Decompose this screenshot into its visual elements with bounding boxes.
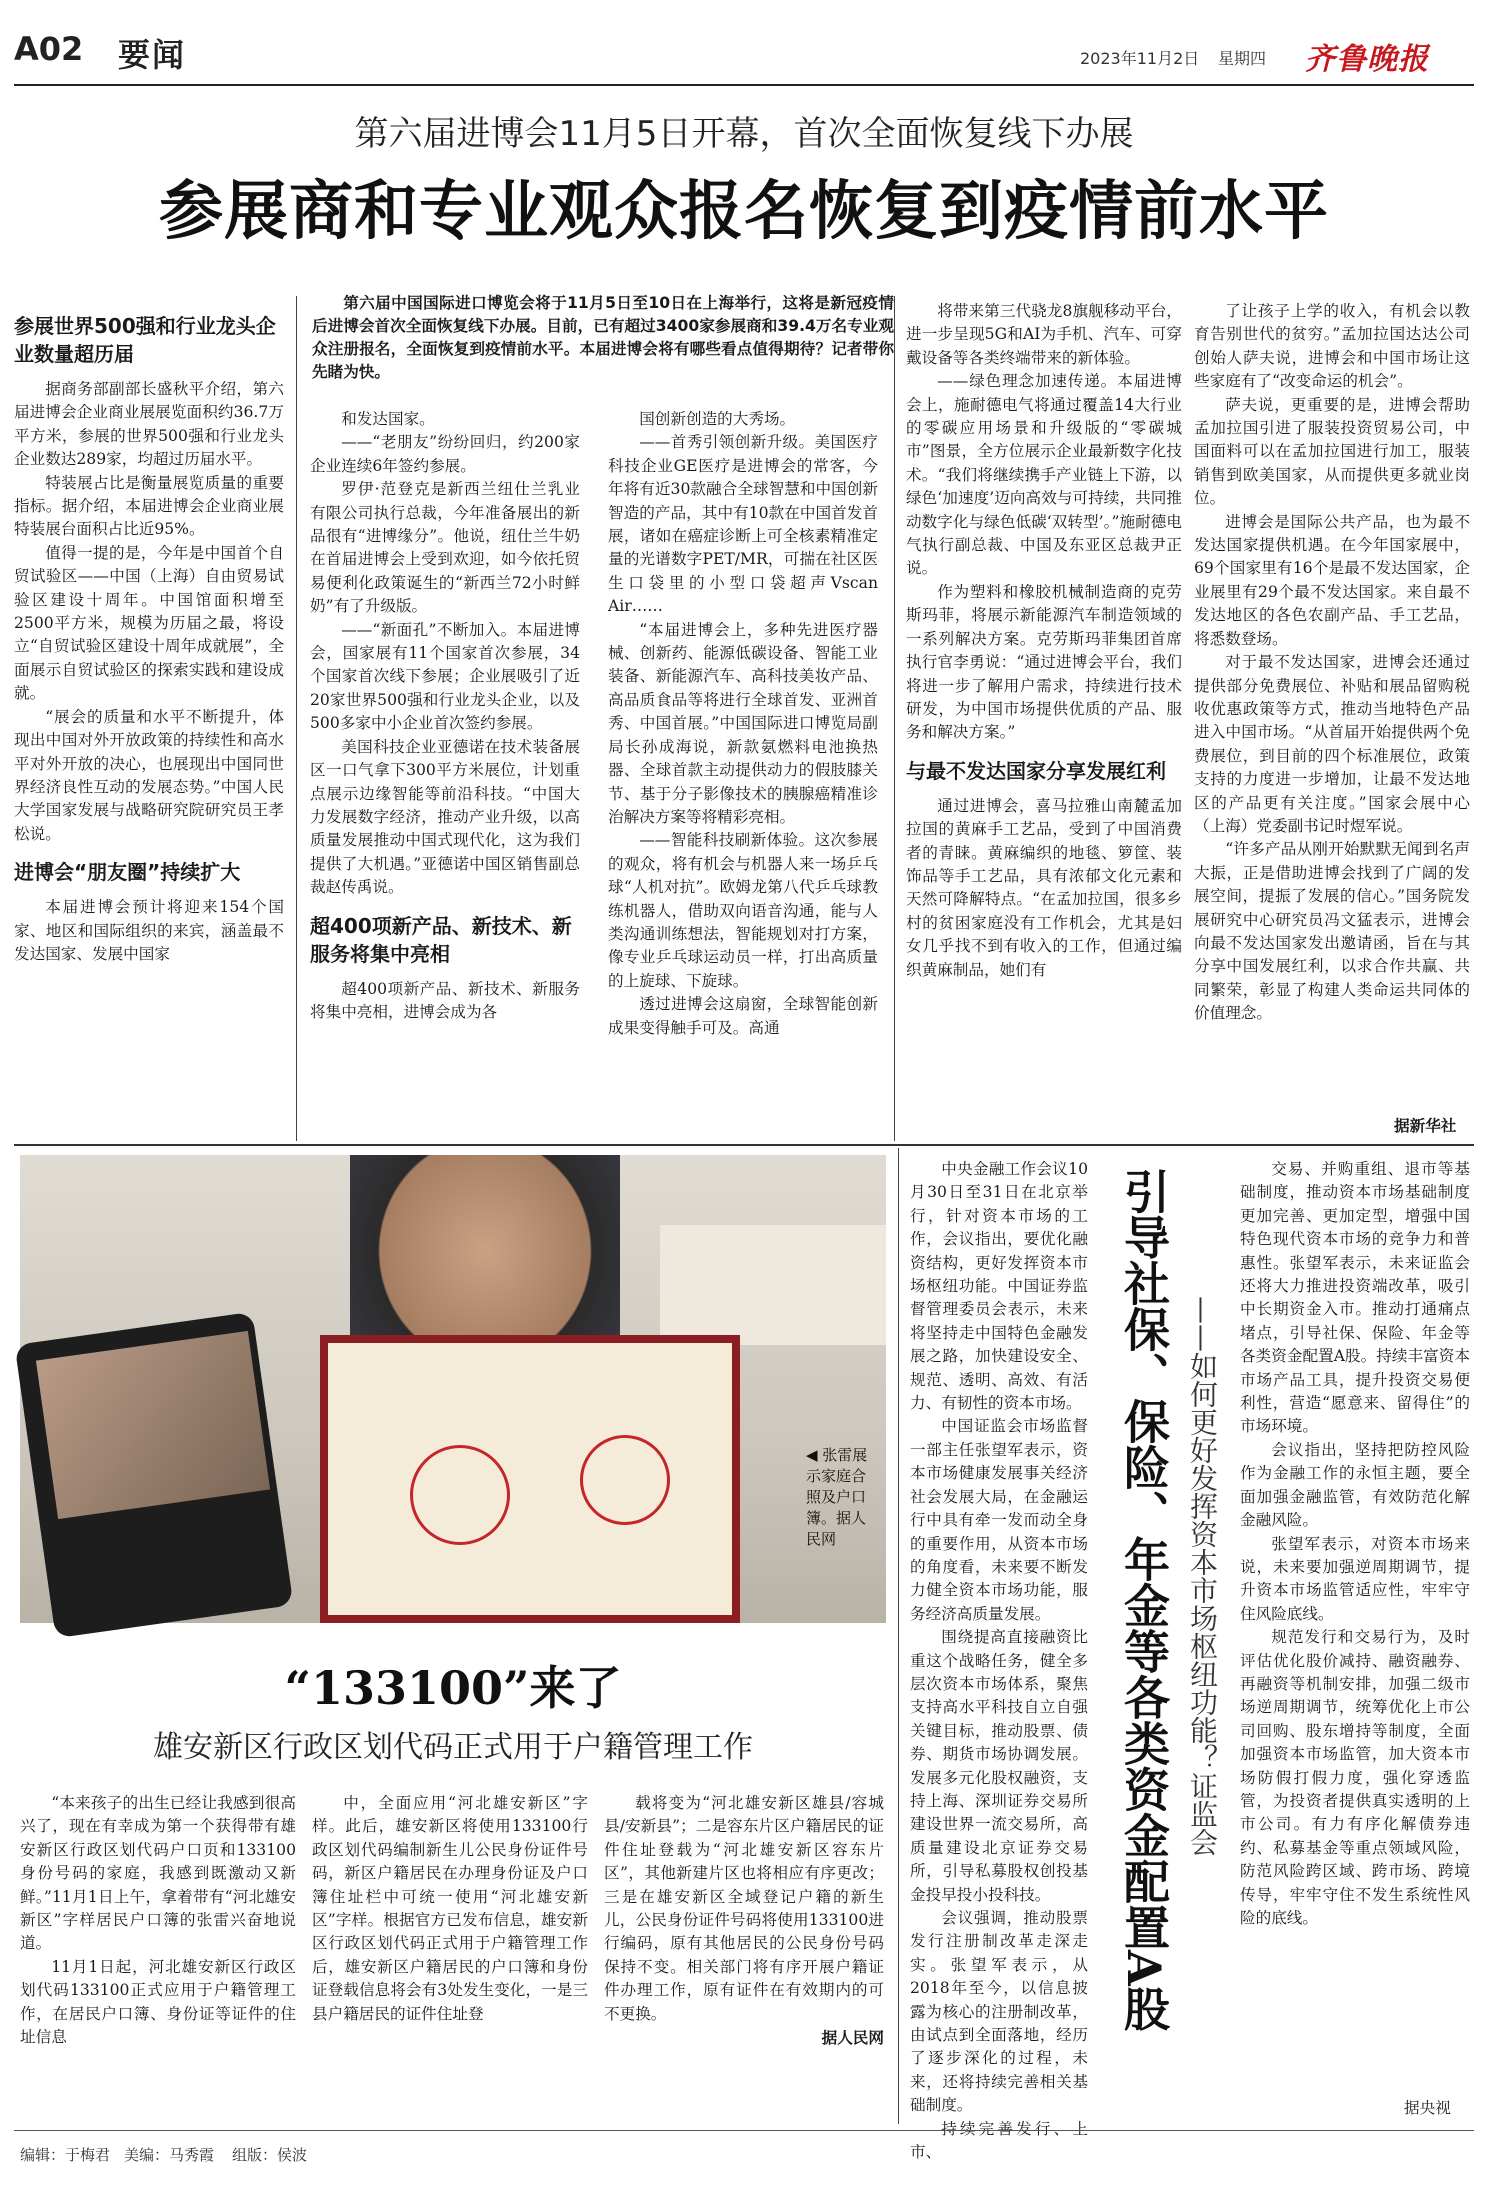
hukou-book [320, 1335, 740, 1623]
paragraph: 透过进博会这扇窗，全球智能创新成果变得触手可及。高通 [608, 995, 878, 1037]
column-divider [296, 296, 297, 1141]
section-rule [14, 1144, 1474, 1146]
lead-source: 据新华社 [1394, 1117, 1457, 1135]
paragraph: 美国科技企业亚德诺在技术装备展区一口气拿下300平方米展位，计划重点展示边缘智能等前沿科技。“中国大力发展数字经济，推动产业升级，以高质量发展推动中国式现代化，这为我们提供了大机遇。”亚德诺中国区销售副总裁赵传禹说。 [310, 737, 580, 897]
masthead-rule [14, 84, 1474, 86]
issue-date: 2023年11月2日 [1080, 49, 1200, 68]
phone-screen-photo [36, 1331, 270, 1519]
column-divider [898, 1148, 899, 2124]
subheading: 进博会“朋友圈”持续扩大 [14, 860, 241, 885]
paragraph: ——首秀引领创新升级。美国医疗科技企业GE医疗是进博会的常客，今年将有近30款融合全球智慧和中国创新智造的产品，其中有10款在中国首发首展，诸如在癌症诊断上可全核素精准定量的光谱数字PET/MR，可揣在社区医生口袋里的小型口袋超声Vscan Air…… [608, 433, 878, 616]
story2-column-2 [312, 1792, 588, 2120]
section-name: 要闻 [118, 36, 187, 74]
paragraph: “本届进博会上，多种先进医疗器械、创新药、能源低碳设备、智能工业装备、新能源汽车、高科技美妆产品、高品质食品等将进行全球首发、亚洲首秀、中国首展。”中国国际进口博览局副局长孙成海说，新款氨燃料电池换热器、全球首款主动提供动力的假肢膝关节、基于分子影像技术的胰腺癌精准诊治解决方案等将精彩亮相。 [608, 620, 878, 826]
paragraph: 张望军表示，对资本市场来说，未来要加强逆周期调节，提升资本市场监管适应性，牢牢守住风险底线。 [1240, 1534, 1470, 1623]
hukou-seal [410, 1445, 510, 1545]
footer-designer: 美编：马秀霞 [124, 2146, 215, 2164]
lead-headline: 参展商和专业观众报名恢复到疫情前水平 [159, 174, 1329, 249]
story2-column-1 [20, 1792, 296, 2120]
lead-column-1 [14, 300, 284, 1140]
paragraph: 载将变为“河北雄安新区雄县/容城县/安新县”；二是容东片区户籍居民的证件住址登载为“河北雄安新区容东片区”，其他新建片区也将相应有序更改；三是在雄安新区全域登记户籍的新生儿，公民身份证件号码将使用133100进行编码，原有其他居民的公民身份号码保持不变。相关部门将有序开展户籍证件办理工作，原有证件在有效期内的可不更换。 [604, 1794, 884, 2023]
paragraph: 超400项新产品、新技术、新服务将集中亮相，进博会成为各 [310, 979, 580, 1021]
paragraph: 国创新创造的大秀场。 [639, 410, 796, 428]
lead-intro: 第六届中国国际进口博览会将于11月5日至10日在上海举行，这将是新冠疫情后进博会首次全面恢复线下办展。目前，已有超过3400家参展商和39.4万名专业观众注册报名，全面恢复到疫情前水平。本届进博会将有哪些看点值得期待？记者带你先睹为快。 [312, 294, 894, 381]
footer-rule [14, 2130, 1474, 2131]
lead-column-3 [608, 408, 878, 1140]
subheading: 超400项新产品、新技术、新服务将集中亮相 [310, 913, 572, 966]
page-number: A02 [14, 30, 84, 68]
story2-headline: “133100”来了 [284, 1661, 622, 1715]
paragraph: 通过进博会，喜马拉雅山南麓孟加拉国的黄麻手工艺品，受到了中国消费者的青睐。黄麻编织的地毯、箩筐、装饰品等手工艺品，具有浓郁文化元素和天然可降解特点。“在孟加拉国，很多乡村的贫困家庭没有工作机会，尤其是妇女几乎找不到有收入的工作，但通过编织黄麻制品，她们有 [906, 796, 1182, 979]
column-divider [894, 296, 895, 1141]
paragraph: “许多产品从刚开始默默无闻到名声大振，正是借助进博会找到了广阔的发展空间，提振了发展的信心。”国务院发展研究中心研究员冯文猛表示，进博会向最不发达国家发出邀请函，旨在与其分享中国发展红利，以求合作共赢、共同繁荣，彰显了构建人类命运共同体的价值理念。 [1194, 840, 1470, 1023]
paragraph: 值得一提的是，今年是中国首个自贸试验区——中国（上海）自由贸易试验区建设十周年。中国馆面积增至2500平方米，规模为历届之最，将设立“自贸试验区建设十周年成就展”，全面展示自贸试验区的探索实践和建设成就。 [14, 543, 284, 703]
footer-proof: 组版：侯波 [232, 2146, 308, 2164]
paragraph: 据商务部副部长盛秋平介绍，第六届进博会企业商业展展览面积约36.7万平方米，参展的世界500强和行业龙头企业数达289家，均超过历届水平。 [14, 380, 284, 469]
lead-column-2 [310, 408, 580, 1140]
paragraph: 和发达国家。 [341, 410, 435, 428]
story3-column-1 [910, 1158, 1088, 2162]
source-credit: 据人民网 [821, 2028, 884, 2048]
paragraph: 作为塑料和橡胶机械制造商的克劳斯玛菲，将展示新能源汽车制造领域的一系列解决方案。克劳斯玛菲集团首席执行官李勇说：“通过进博会平台，我们将进一步了解用户需求，持续进行技术研发，为中国市场提供优质的产品、服务和解决方案。” [906, 582, 1182, 742]
story2-subhead: 雄安新区行政区划代码正式用于户籍管理工作 [153, 1730, 753, 1765]
paragraph: 罗伊·范登克是新西兰纽仕兰乳业有限公司执行总裁，今年准备展出的新品很有“进博缘分”。他说，纽仕兰牛奶在首届进博会上受到欢迎，如今依托贸易便利化政策诞生的“新西兰72小时鲜奶”有了升级版。 [310, 480, 580, 616]
paragraph: 萨夫说，更重要的是，进博会帮助孟加拉国引进了服装投资贸易公司，中国面料可以在孟加拉国进行加工，服装销售到欧美国家，从而提供更多就业岗位。 [1194, 395, 1470, 508]
paragraph: 持续完善发行、上市、 [910, 2119, 1088, 2162]
paragraph: ——“新面孔”不断加入。本届进博会，国家展有11个国家首次参展，34个国家首次线下参展；企业展吸引了近20家世界500强和行业龙头企业，以及500多家中小企业首次签约参展。 [310, 620, 580, 733]
story2-column-3 [604, 1792, 884, 2120]
paragraph: 了让孩子上学的收入，有机会以教育告别世代的贫穷。”孟加拉国达达公司创始人萨夫说，进博会和中国市场让这些家庭有了“改变命运的机会”。 [1194, 302, 1470, 391]
paragraph: 中国证监会市场监督一部主任张望军表示，资本市场健康发展事关经济社会发展大局，在金融运行中具有牵一发而动全身的重要作用，从资本市场的角度看，未来要不断发力健全资本市场功能，服务经济高质量发展。 [910, 1417, 1088, 1623]
story3-headline: 引导社保、保险、年金等各类资金配置A股 [1117, 1168, 1171, 2032]
paragraph: 对于最不发达国家，进博会还通过提供部分免费展位、补贴和展品留购税收优惠政策等方式，推动当地特色产品进入中国市场。“从首届开始提供两个免费展位，到目前的四个标准展位，政策支持的力度进一步增加，让最不发达地区的产品更有关注度。”国家会展中心（上海）党委副书记时煜军说。 [1194, 653, 1470, 835]
paragraph: 围绕提高直接融资比重这个战略任务，健全多层次资本市场体系，聚焦支持高水平科技自立自强关键目标，推动股票、债券、期货市场协调发展。发展多元化股权融资，支持上海、深圳证券交易所建设世界一流交易所，高质量建设北京证券交易所，引导私募股权创投基金投早投小投科技。 [910, 1628, 1088, 1904]
story3-column-2 [1240, 1158, 1470, 2084]
story3-source: 据央视 [1404, 2099, 1451, 2117]
paragraph: ——绿色理念加速传递。本届进博会上，施耐德电气将通过覆盖14大行业的零碳应用场景和升级版的“零碳城市”图景，全方位展示企业最新数字化技术。“我们将继续携手产业链上下游，以绿色‘加速度’迈向高效与可持续，共同推动数字化与绿色低碳‘双转型’。”施耐德电气执行副总裁、中国及东亚区总裁尹正说。 [906, 372, 1182, 578]
paragraph: 11月1日起，河北雄安新区行政区划代码133100正式应用于户籍管理工作，在居民户口簿、身份证等证件的住址信息 [20, 1957, 296, 2047]
paragraph: “本来孩子的出生已经让我感到很高兴了，现在有幸成为第一个获得带有雄安新区行政区划代码户口页和133100身份号码的家庭，我感到既激动又新鲜。”11月1日上午，拿着带有“河北雄安新区”字样居民户口簿的张雷兴奋地说道。 [20, 1794, 296, 1953]
paragraph: 进博会是国际公共产品，也为最不发达国家提供机遇。在今年国家展中，69个国家里有16个是最不发达国家，企业展里有29个最不发达国家。来自最不发达地区的各色农副产品、手工艺品，将悉数登场。 [1194, 512, 1470, 648]
issue-weekday: 星期四 [1218, 49, 1267, 68]
paragraph: 将带来第三代骁龙8旗舰移动平台，进一步呈现5G和AI为手机、汽车、可穿戴设备等各类终端带来的新体验。 [906, 302, 1182, 367]
story3-subhead: ——如何更好发挥资本市场枢纽功能？证监会 [1186, 1296, 1219, 1856]
paragraph: 规范发行和交易行为，及时评估优化股价减持、融资融券、再融资等机制安排，加强二级市场逆周期调节，统筹优化上市公司回购、股东增持等制度，全面加强资本市场监管，加大资本市场防假打假力度，强化穿透监管，为投资者提供真实透明的上市公司。有力有序化解债券违约、私募基金等重点领域风险，防范风险跨区域、跨市场、跨境传导，牢牢守住不发生系统性风险的底线。 [1240, 1628, 1470, 1927]
paragraph: 会议强调，推动股票发行注册制改革走深走实。张望军表示，从2018年至今，以信息披露为核心的注册制改革，由试点到全面落地，经历了逐步深化的过程，未来，还将持续完善相关基础制度。 [910, 1909, 1088, 2115]
paragraph: 交易、并购重组、退市等基础制度，推动资本市场基础制度更加完善、更加定型，增强中国特色现代资本市场的竞争力和普惠性。张望军表示，未来证监会还将大力推进投资端改革，吸引中长期资金入市。推动打通痛点堵点，引导社保、保险、年金等各类资金配置A股。持续丰富资本市场产品工具，提升投资交易便利性，营造“愿意来、留得住”的市场环境。 [1240, 1160, 1470, 1436]
paragraph: “展会的质量和水平不断提升，体现出中国对外开放政策的持续性和高水平对外开放的决心，也展现出中国同世界经济良性互动的发展态势。”中国人民大学国家发展与战略研究院研究员王孝松说。 [14, 707, 284, 843]
footer-editor: 编辑：于梅君 [20, 2146, 111, 2164]
subheading: 参展世界500强和行业龙头企业数量超历届 [14, 314, 276, 366]
lead-column-5 [1194, 300, 1470, 1112]
paragraph: 会议指出，坚持把防控风险作为金融工作的永恒主题，要全面加强金融监管，有效防范化解金融风险。 [1240, 1440, 1470, 1530]
paragraph: 中央金融工作会议10月30日至31日在北京举行，针对资本市场的工作，会议指出，要优化融资结构，更好发挥资本市场枢纽功能。中国证券监督管理委员会表示，未来将坚持走中国特色金融发展之路，加快建设安全、规范、透明、高效、有活力、有韧性的资本市场。 [910, 1160, 1088, 1413]
paragraph: ——智能科技刷新体验。这次参展的观众，将有机会与机器人来一场乒乓球“人机对抗”。欧姆龙第八代乒乓球教练机器人，借助双向语音沟通，能与人类沟通训练想法，智能规划对打方案，像专业乒乓球运动员一样，打出高质量的上旋球、下旋球。 [608, 831, 878, 990]
paragraph: 本届进博会预计将迎来154个国家、地区和国际组织的来宾，涵盖最不发达国家、发展中国家 [14, 898, 284, 963]
hukou-seal [580, 1435, 670, 1525]
photo-caption: ◀ 张雷展示家庭合照及户口簿。据人民网 [806, 1446, 868, 1548]
paragraph: 特装展占比是衡量展览质量的重要指标。据介绍，本届进博会企业商业展特装展台面积占比近95%。 [14, 473, 284, 539]
paragraph: 中，全面应用“河北雄安新区”字样。此后，雄安新区将使用133100行政区划代码编制新生儿公民身份证件号码，新区户籍居民在办理身份证及户口簿住址栏中可统一使用“河北雄安新区”字样。根据官方已发布信息，雄安新区行政区划代码正式用于户籍管理工作后，雄安新区户籍居民的户口簿和身份证登载信息将会有3处发生变化，一是三县户籍居民的证件住址登 [312, 1794, 588, 2023]
lead-column-4 [906, 300, 1182, 1140]
wall-sign [660, 1225, 886, 1345]
paper-logo: 齐鲁晚报 [1305, 42, 1429, 77]
subheading: 与最不发达国家分享发展红利 [906, 758, 1166, 783]
lead-kicker: 第六届进博会11月5日开幕，首次全面恢复线下办展 [354, 114, 1134, 154]
paragraph: ——“老朋友”纷纷回归，约200家企业连续6年签约参展。 [310, 433, 580, 475]
news-photo [20, 1155, 886, 1623]
